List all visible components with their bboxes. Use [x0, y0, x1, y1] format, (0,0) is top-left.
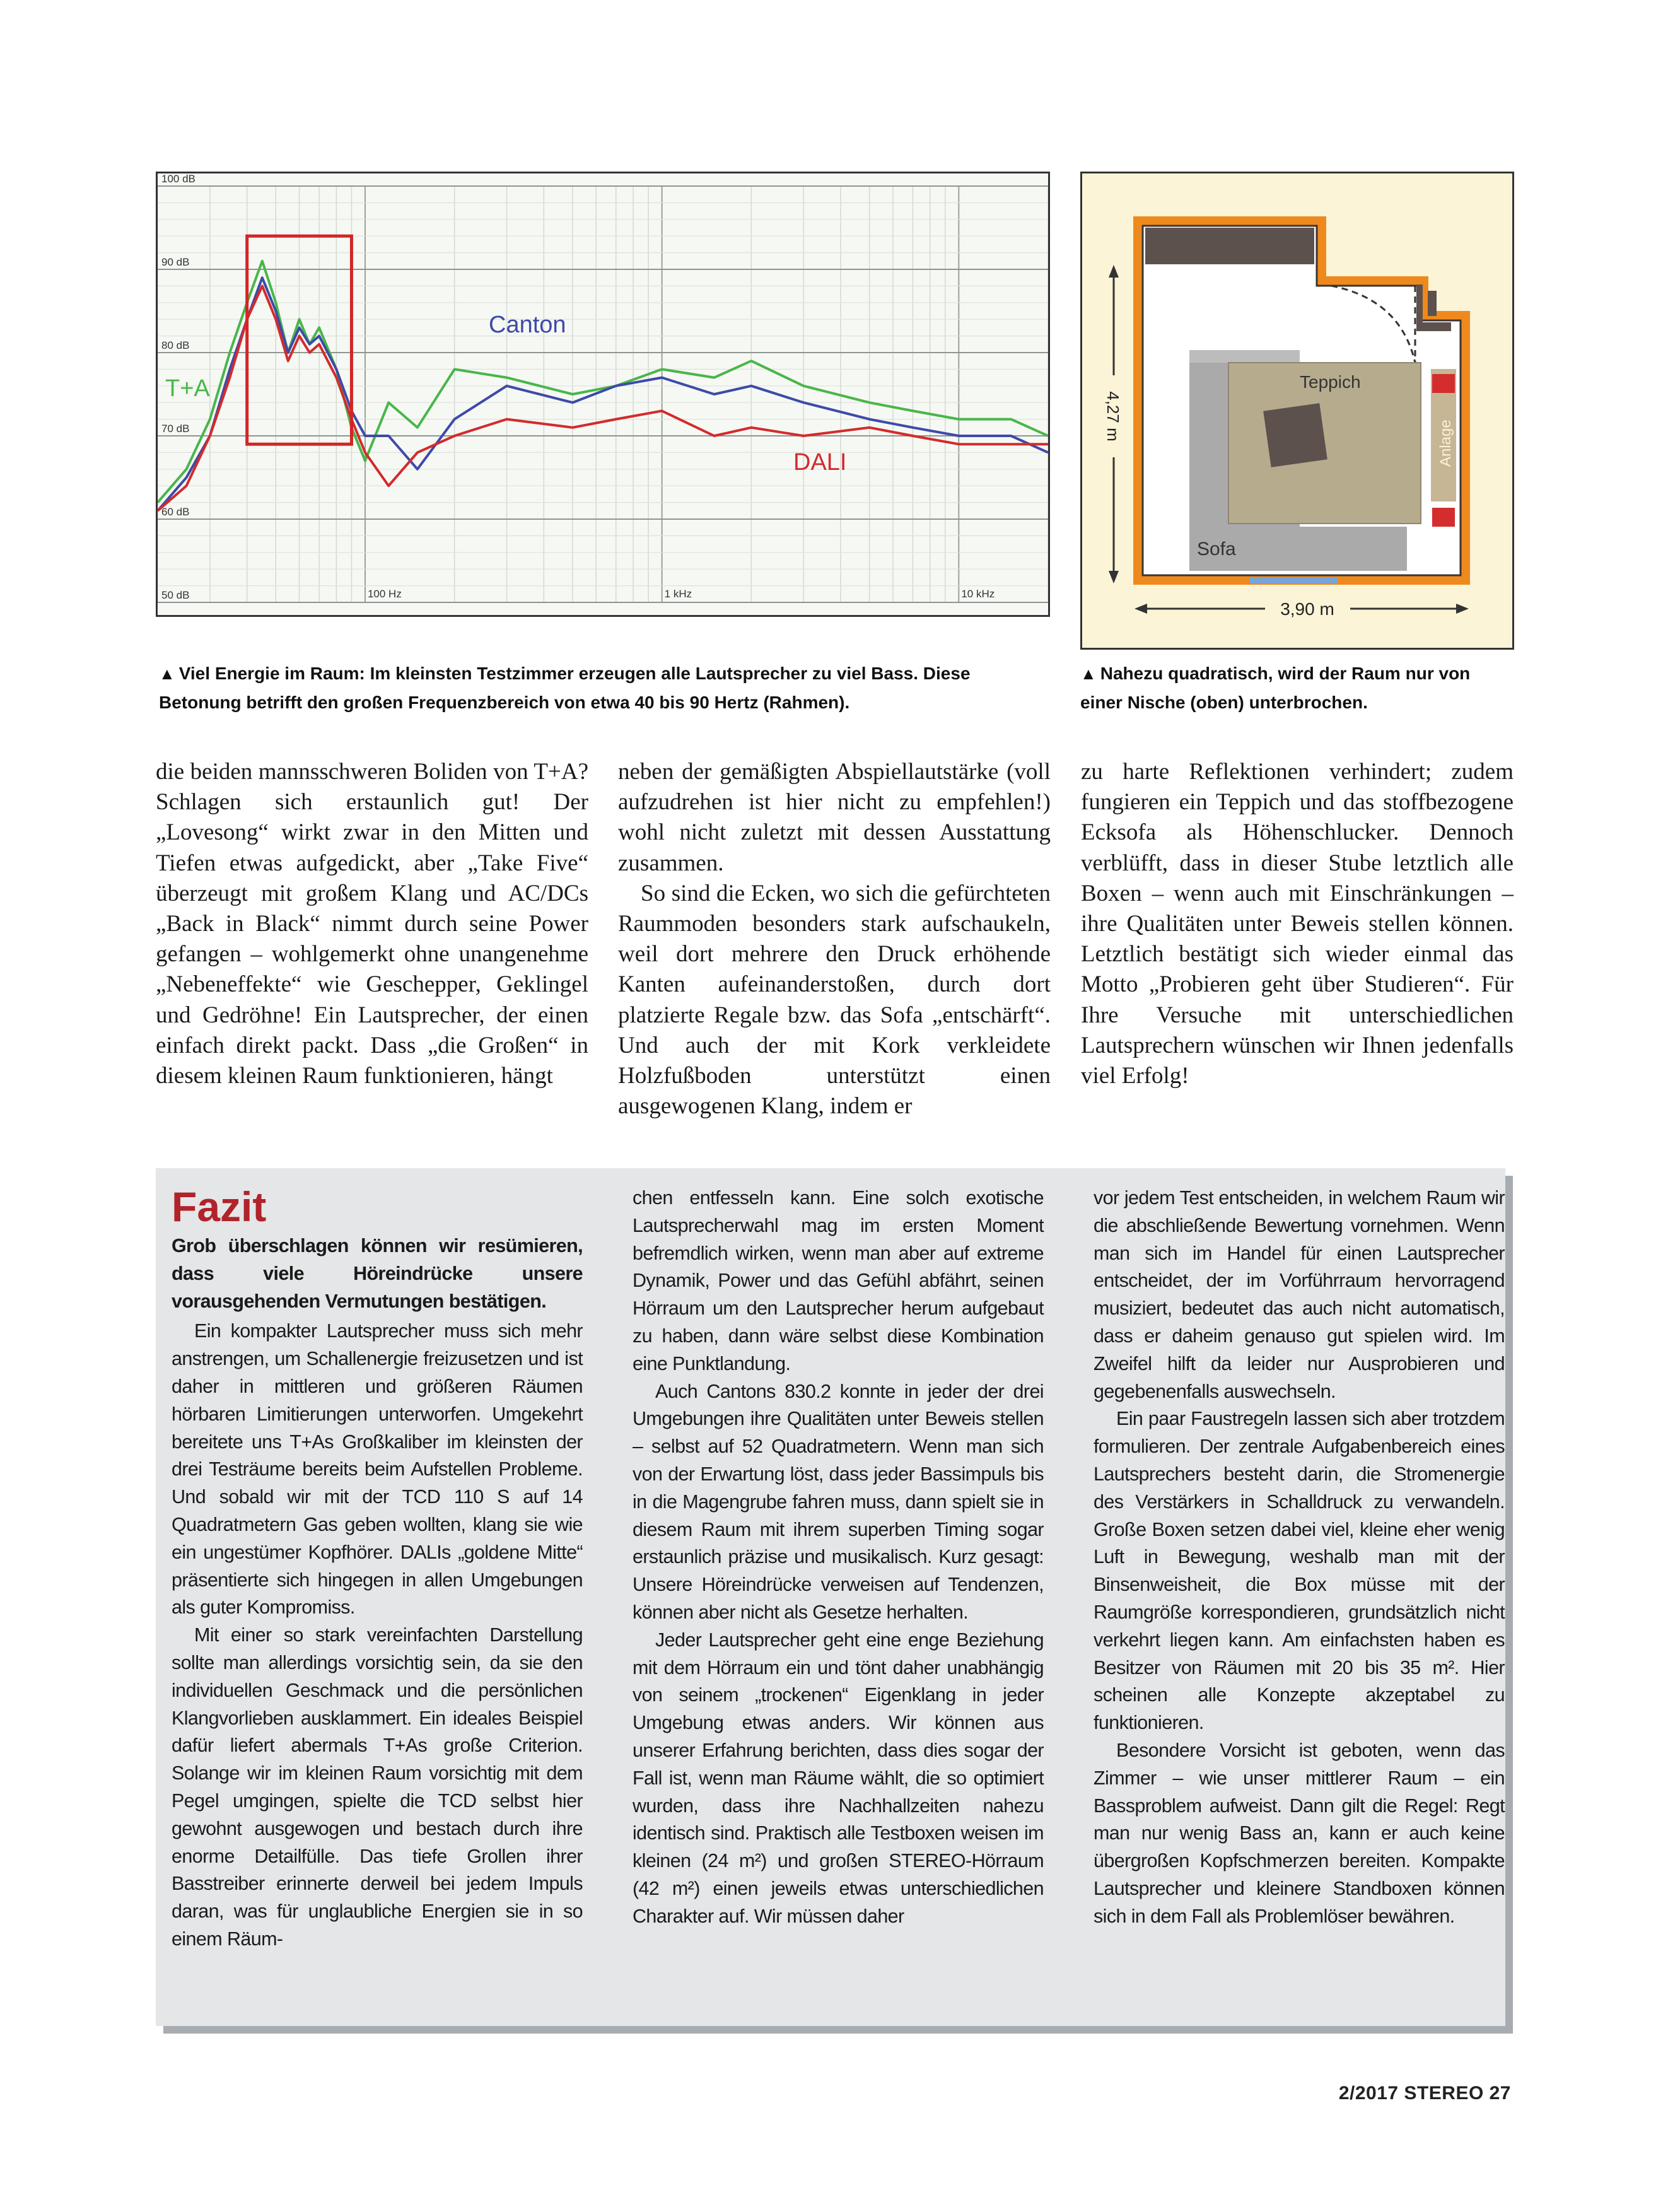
frequency-chart [156, 172, 1050, 617]
height-dimension: 4,27 m [1104, 391, 1123, 442]
y-tick-label: 90 dB [161, 256, 190, 268]
fazit-column-2 [633, 1185, 1044, 1931]
series-line-canton [158, 278, 1048, 511]
plan-caption [1080, 659, 1515, 717]
y-tick-label: 70 dB [161, 423, 190, 435]
x-tick-label: 10 kHz [961, 588, 995, 600]
body-paragraph: zu harte Reflektionen verhindert; zudem fungieren ein Teppich und das stoffbezogene Ecksofa als Höhenschlucker. Dennoch verblüfft, dass in dieser Stube letztlich alle Boxen – wenn auch mit Einschränkungen – ihre Qualitäten unter Beweis stellen können. Letztlich bestätigt sich wieder einmal das Motto „Probieren geht über Studieren“. Für Ihre Versuche mit unterschiedlichen Lautsprechern wünschen wir Ihnen jedenfalls viel Erfolg! [1081, 759, 1514, 1089]
triangle-up-icon: ▲ [159, 664, 175, 683]
room-floor-plan [1080, 172, 1514, 650]
fazit-paragraph: chen entfesseln kann. Eine solch exotische Lautsprecherwahl mag im ersten Moment befremdlich wirken, wenn man aber auf extreme Dynamik, Power und das Gefühl abfährt, seinen Hörraum um den Lautsprecher herum aufgebaut zu haben, dann wäre selbst diese Kombination eine Punktlandung. [633, 1187, 1044, 1374]
series-line-t-a [158, 261, 1048, 503]
floor-plan-svg [1082, 173, 1512, 648]
body-column-1 [156, 757, 588, 1091]
series-label-canton: Canton [489, 312, 566, 338]
chart-caption-text: Viel Energie im Raum: Im kleinsten Testzimmer erzeugen alle Lautsprecher zu viel Bass. Diese Betonung betrifft den großen Frequenzbereich von etwa 40 bis 90 Hertz (Rahmen). [159, 664, 971, 712]
fazit-paragraph: Ein kompakter Lautsprecher muss sich mehr anstrengen, um Schallenergie freizusetzen und ist daher in mittleren und größeren Räumen hörbaren Limitierungen unterworfen. Umgekehrt bereitete uns T+As Großkaliber im kleinsten der drei Testräume bereits beim Aufstellen Probleme. Und sobald wir mit der TCD 110 S auf 14 Quadratmetern Gas geben wollten, klang sie wie ein ungestümer Kopfhörer. DALIs „goldene Mitte“ präsentierte sich hingegen in allen Umgebungen als guter Kompromiss. [172, 1320, 583, 1619]
y-tick-label: 80 dB [161, 339, 190, 351]
plan-caption-text: Nahezu quadratisch, wird der Raum nur von einer Nische (oben) unterbrochen. [1080, 664, 1471, 712]
coffee-table [1263, 403, 1327, 467]
y-tick-label: 100 dB [161, 173, 195, 185]
fazit-paragraph: Ein paar Faustregeln lassen sich aber trotzdem formulieren. Der zentrale Aufgabenbereich eines Lautsprechers besteht darin, die Stromenergie des Verstärkers in Schalldruck zu verwandeln. Große Boxen setzen dabei viel, kleine eher wenig Luft in Bewegung, weshalb man mit der Binsenweisheit, die Box müsse mit der Raumgröße korrespondieren, grundsätzlich nicht verkehrt liegen kann. Am einfachsten haben es Besitzer von Räumen mit 20 bis 35 m². Hier scheinen alle Konzepte akzeptabel zu funktionieren. [1094, 1408, 1505, 1734]
fazit-column-3 [1094, 1185, 1505, 1931]
window [1249, 577, 1338, 583]
speaker-right [1432, 508, 1455, 527]
sofa-label: Sofa [1197, 539, 1236, 559]
carpet-label: Teppich [1300, 372, 1361, 392]
body-column-2 [618, 757, 1051, 1121]
chart-caption [159, 659, 1054, 717]
body-paragraph: die beiden mannsschweren Boliden von T+A? Schlagen sich erstaunlich gut! Der „Lovesong“ wirkt zwar in den Mitten und Tiefen etwas aufgedickt, aber „Take Five“ überzeugt mit großem Klang und AC/DCs „Back in Black“ nimmt durch seine Power gefangen – wohlgemerkt ohne unangenehme „Nebeneffekte“ wie Geschepper, Geklingel und Gedröhne! Ein Lautsprecher, der einen einfach direkt packt. Dass „die Großen“ in diesem kleinen Raum funktionieren, hängt [156, 759, 588, 1089]
fazit-paragraph: Besondere Vorsicht ist geboten, wenn das Zimmer – wie unser mittlerer Raum – ein Bassproblem aufweist. Dann gilt die Regel: Regt man nur wenig Bass an, kann er auch keine übergroßen Kopfschmerzen bereiten. Kompakte Lautsprecher und kleinere Standboxen können sich in dem Fall als Problemlöser bewähren. [1094, 1739, 1505, 1927]
frequency-chart-svg [158, 173, 1048, 615]
series-label-ta: T+A [165, 375, 210, 402]
page-footer: 2/2017 STEREO 27 [1338, 2083, 1511, 2104]
fazit-paragraph: Jeder Lautsprecher geht eine enge Beziehung mit dem Hörraum ein und tönt daher unabhängig von seinem „trockenen“ Eigenklang in jeder Umgebung etwas anders. Wir können aus unserer Erfahrung berichten, dass dies sogar der Fall ist, wenn man Räume wählt, die so optimiert wurden, dass ihre Nachhallzeiten nahezu identisch sind. Praktisch alle Testboxen weisen im kleinen (24 m²) und großen STEREO-Hörraum (42 m²) einen jeweils etwas unterschiedlichen Charakter auf. Wir müssen daher [633, 1629, 1044, 1927]
y-tick-label: 60 dB [161, 506, 190, 518]
series-line-dali [158, 286, 1048, 510]
hifi-label: Anlage [1437, 419, 1454, 467]
shelf-top [1145, 228, 1314, 264]
x-tick-label: 100 Hz [367, 588, 402, 600]
fazit-title: Fazit [172, 1183, 267, 1230]
y-tick-label: 50 dB [161, 589, 190, 601]
body-paragraph: So sind die Ecken, wo sich die gefürchteten Raummoden besonders stark aufschaukeln, weil dort mehrere den Druck erhöhende Kanten aufeinanderstoßen, durch dort platzierte Regale bzw. das Sofa „entschärft“. Und auch der mit Kork verkleidete Holzfußboden unterstützt einen ausgewogenen Klang, indem er [618, 880, 1051, 1120]
fazit-paragraph: Mit einer so stark vereinfachten Darstellung sollte man allerdings vorsichtig sein, da sie den individuellen Geschmack und die persönlichen Klangvorlieben ausklammert. Ein ideales Beispiel dafür liefert abermals T+As große Criterion. Solange wir im kleinen Raum vorsichtig mit dem Pegel umgingen, spielte die TCD selbst hier gewohnt ausgewogen und bestach durch ihre enorme Detailfülle. Das tiefe Grollen ihrer Basstreiber erinnerte derweil bei jedem Impuls daran, was für unglaubliche Energien sie in so einem Räum- [172, 1624, 583, 1950]
fazit-paragraph: vor jedem Test entscheiden, in welchem Raum wir die abschließende Bewertung vornehmen. Wenn man sich im Handel für einen Lautsprecher entscheidet, der im Vorführraum hervorragend musiziert, bedeutet das auch nicht automatisch, dass er daheim genauso gut spielen wird. Im Zweifel hilft da leider nur Ausprobieren und gegebenenfalls auswechseln. [1094, 1187, 1505, 1402]
fazit-paragraph: Auch Cantons 830.2 konnte in jeder der drei Umgebungen ihre Qualitäten unter Beweis stellen – selbst auf 52 Quadratmetern. Wenn man sich von der Erwartung löst, dass jeder Bassimpuls bis in die Magengrube fahren muss, dann spielt sie in diesem Raum mit ihrem superben Timing sogar erstaunlich präzise und musikalisch. Kurz gesagt: Unsere Höreindrücke verweisen auf Tendenzen, können aber nicht als Gesetze herhalten. [633, 1380, 1044, 1623]
speaker-left [1432, 374, 1455, 393]
series-label-dali: DALI [793, 449, 847, 476]
fazit-column-1 [172, 1185, 583, 1953]
body-paragraph: neben der gemäßigten Abspiellautstärke (voll aufzudrehen ist hier nicht zu empfehlen!) wohl nicht zuletzt mit dessen Ausstattung zusammen. [618, 759, 1051, 876]
width-dimension: 3,90 m [1280, 599, 1334, 619]
body-column-3 [1081, 757, 1514, 1091]
x-tick-label: 1 kHz [664, 588, 692, 600]
fazit-lead: Grob überschlagen können wir resümieren, dass viele Höreindrücke unsere vorausgehenden Vermutungen bestätigen. [172, 1235, 583, 1312]
triangle-up-icon: ▲ [1080, 664, 1097, 683]
